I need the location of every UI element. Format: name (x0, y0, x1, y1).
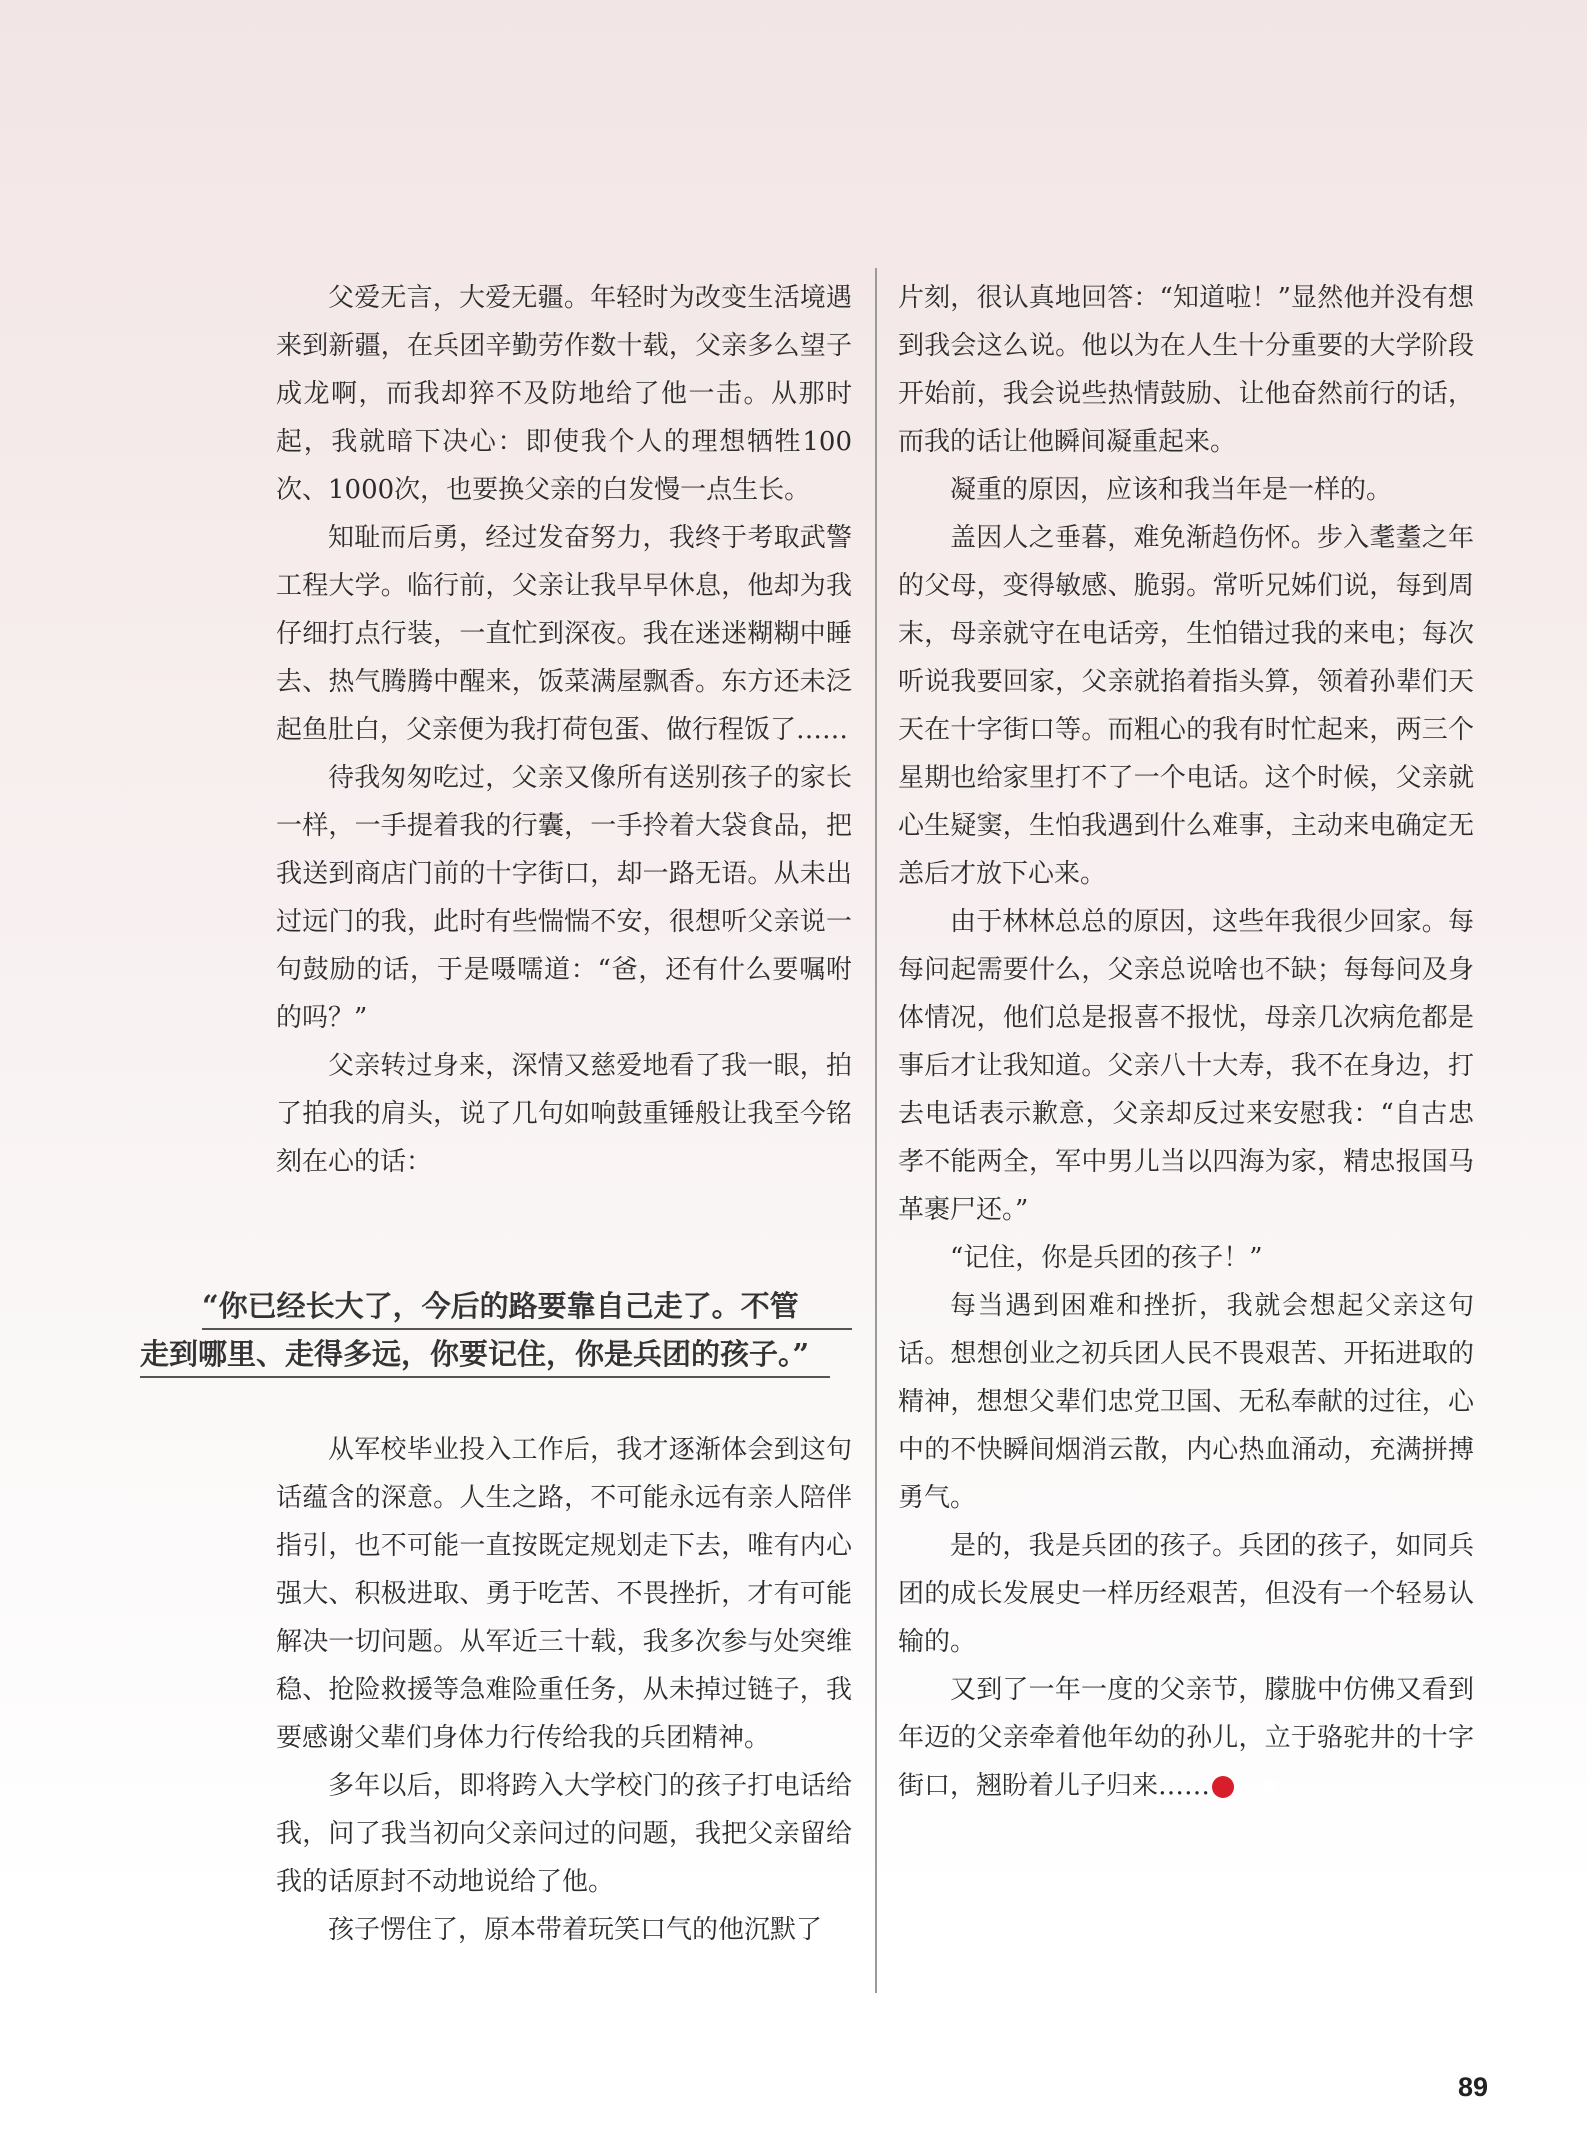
paragraph: 凝重的原因，应该和我当年是一样的。 (950, 475, 1393, 505)
paragraph: 知耻而后勇，经过发奋努力，我终于考取武警工程大学。临行前，父亲让我早早休息，他却为我仔细打点行装，一直忙到深夜。我在迷迷糊糊中睡去、热气腾腾中醒来，饭菜满屋飘香。东方还未泛起鱼肚白，父亲便为我打荷包蛋、做行程饭了…… (276, 523, 852, 745)
left-column-top (276, 274, 852, 1186)
paragraph: 多年以后，即将跨入大学校门的孩子打电话给我，问了我当初向父亲问过的问题，我把父亲留给我的话原封不动地说给了他。 (276, 1771, 852, 1897)
right-column (898, 274, 1474, 1810)
paragraph: 父亲转过身来，深情又慈爱地看了我一眼，拍了拍我的肩头，说了几句如响鼓重锤般让我至今铭刻在心的话： (276, 1051, 852, 1177)
paragraph: 从军校毕业投入工作后，我才逐渐体会到这句话蕴含的深意。人生之路，不可能永远有亲人陪伴指引，也不可能一直按既定规划走下去，唯有内心强大、积极进取、勇于吃苦、不畏挫折，才有可能解决一切问题。从军近三十载，我多次参与处突维稳、抢险救援等急难险重任务，从未掉过链子，我要感谢父辈们身体力行传给我的兵团精神。 (276, 1435, 852, 1753)
left-column-bottom (276, 1426, 852, 1954)
paragraph: 每当遇到困难和挫折，我就会想起父亲这句话。想想创业之初兵团人民不畏艰苦、开拓进取的精神，想想父辈们忠党卫国、无私奉献的过往，心中的不快瞬间烟消云散，内心热血涌动，充满拼搏勇气。 (898, 1291, 1474, 1513)
paragraph: 待我匆匆吃过，父亲又像所有送别孩子的家长一样，一手提着我的行囊，一手拎着大袋食品，把我送到商店门前的十字街口，却一路无语。从未出过远门的我，此时有些惴惴不安，很想听父亲说一句鼓励的话，于是嗫嚅道：“爸，还有什么要嘱咐的吗？” (276, 763, 852, 1033)
paragraph: “记住，你是兵团的孩子！” (950, 1243, 1263, 1273)
pull-quote-line: “你已经长大了，今后的路要靠自己走了。不管 (202, 1282, 852, 1330)
page-number: 89 (1457, 2072, 1488, 2102)
paragraph-last (898, 1666, 1474, 1810)
end-mark-icon: N (1212, 1776, 1234, 1798)
paragraph: 盖因人之垂暮，难免渐趋伤怀。步入耄耋之年的父母，变得敏感、脆弱。常听兄姊们说，每到周末，母亲就守在电话旁，生怕错过我的来电；每次听说我要回家，父亲就掐着指头算，领着孙辈们天天在十字街口等。而粗心的我有时忙起来，两三个星期也给家里打不了一个电话。这个时候，父亲就心生疑窦，生怕我遇到什么难事，主动来电确定无恙后才放下心来。 (898, 523, 1474, 889)
pull-quote (140, 1282, 852, 1378)
paragraph: 孩子愣住了，原本带着玩笑口气的他沉默了 (328, 1915, 823, 1945)
column-divider (875, 268, 877, 1993)
paragraph-last-text: 又到了一年一度的父亲节，朦胧中仿佛又看到年迈的父亲牵着他年幼的孙儿，立于骆驼井的十字街口，翘盼着儿子归来…… (898, 1675, 1474, 1801)
paragraph: 由于林林总总的原因，这些年我很少回家。每每问起需要什么，父亲总说啥也不缺；每每问及身体情况，他们总是报喜不报忧，母亲几次病危都是事后才让我知道。父亲八十大寿，我不在身边，打去电话表示歉意，父亲却反过来安慰我：“自古忠孝不能两全，军中男儿当以四海为家，精忠报国马革裹尸还。” (898, 907, 1474, 1225)
paragraph: 是的，我是兵团的孩子。兵团的孩子，如同兵团的成长发展史一样历经艰苦，但没有一个轻易认输的。 (898, 1531, 1474, 1657)
pull-quote-line: 走到哪里、走得多远，你要记住，你是兵团的孩子。” (140, 1330, 830, 1378)
paragraph: 片刻，很认真地回答：“知道啦！”显然他并没有想到我会这么说。他以为在人生十分重要的大学阶段开始前，我会说些热情鼓励、让他奋然前行的话，而我的话让他瞬间凝重起来。 (898, 283, 1474, 457)
paragraph: 父爱无言，大爱无疆。年轻时为改变生活境遇来到新疆，在兵团辛勤劳作数十载，父亲多么望子成龙啊，而我却猝不及防地给了他一击。从那时起，我就暗下决心：即使我个人的理想牺牲100次、1000次，也要换父亲的白发慢一点生长。 (276, 283, 852, 505)
